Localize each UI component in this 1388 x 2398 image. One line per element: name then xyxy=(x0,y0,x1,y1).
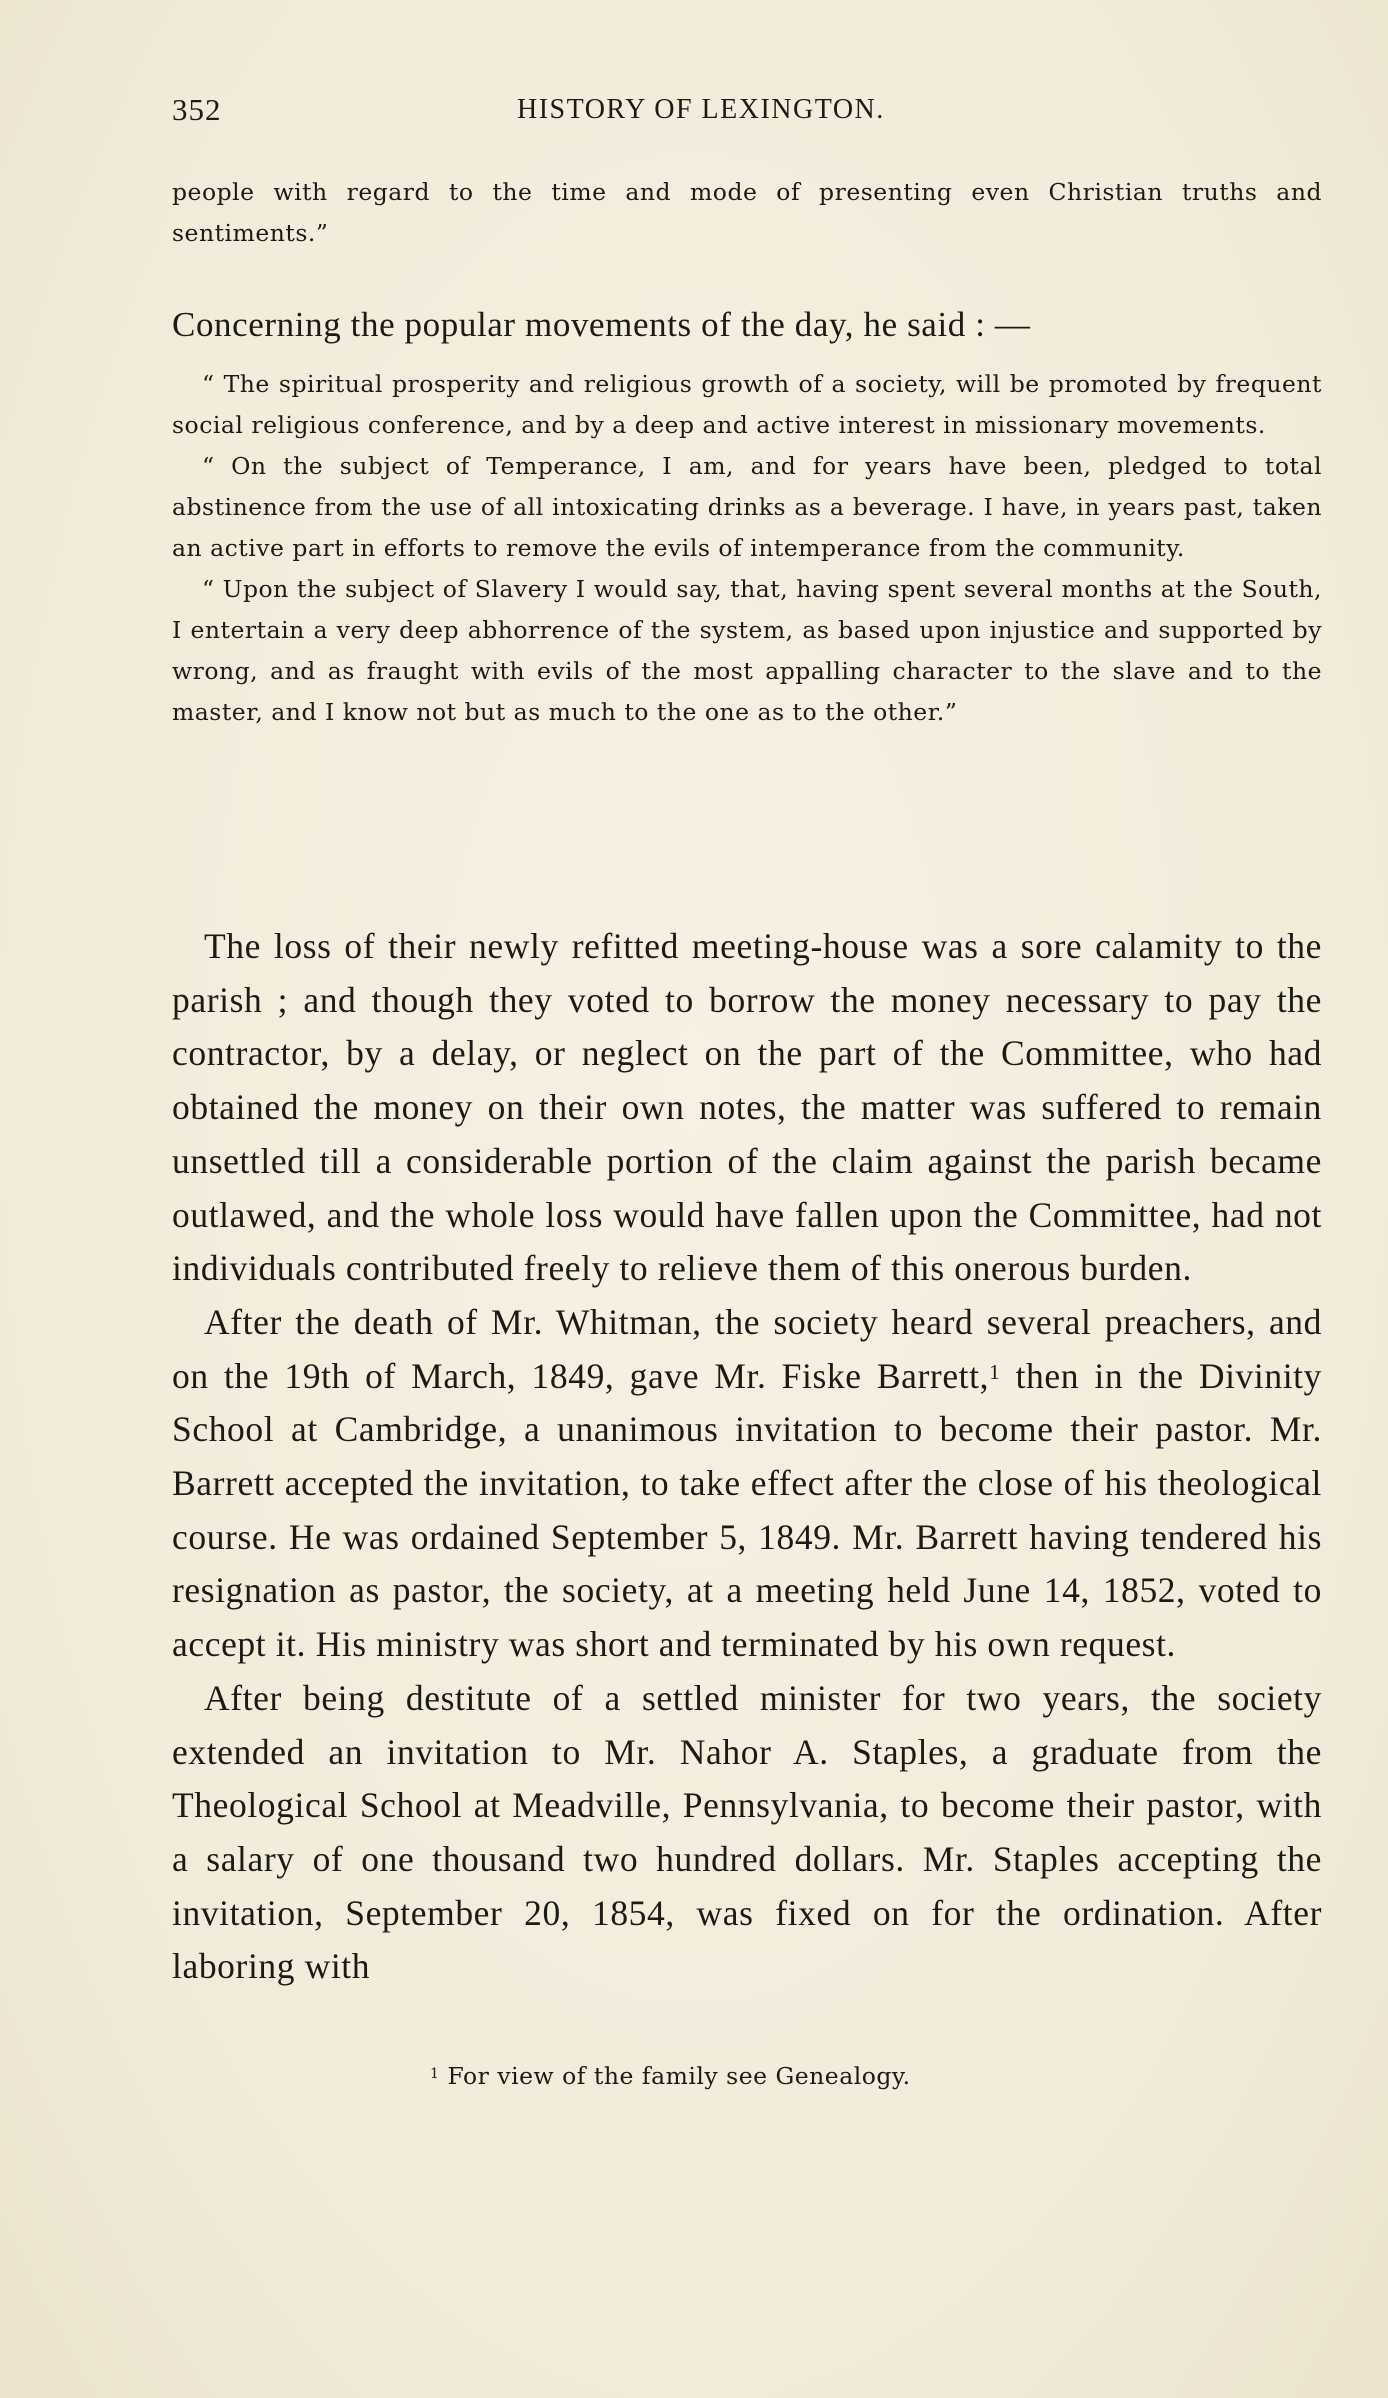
quote-tail: people with regard to the time and mode of presenting even Christian truths and sentiments.” xyxy=(172,178,1322,247)
quote-paragraph: “ The spiritual prosperity and religious growth of a society, will be promoted by frequent social religious conference, and by a deep and active interest in missionary movements. xyxy=(172,370,1322,439)
intro-line: Concerning the popular movements of the day, he said : — xyxy=(172,305,1031,344)
body-paragraph: After being destitute of a settled minister for two years, the society extended an invitation to Mr. Nahor A. Staples, a graduate from the Theological School at Meadville, Pennsylvania, to become their pastor, with a salary of one thousand two hundred dollars. Mr. Staples accepting the invitation, September 20, 1854, was fixed on for the ordination. After laboring with xyxy=(172,1677,1322,1987)
barrett-text-before: After the death of Mr. Whitman, the society heard several preachers, and on the 19th of March, 1849, gave Mr. Fiske Barrett, xyxy=(172,1301,1322,1396)
barrett-text-after: then in the Divinity School at Cambridge, a unanimous invitation to become their pastor. Mr. Barrett accepted the invitation, to take effect after the close of his theological course. He was ordained September 5, 1849. Mr. Barrett having tendered his resignation as pastor, the society, at a meeting held June 14, 1852, voted to accept it. His ministry was short and terminated by his own request. xyxy=(172,1355,1322,1665)
running-head xyxy=(172,92,1322,132)
quote-paragraph: “ Upon the subject of Slavery I would say, that, having spent several months at the South, I entertain a very deep abhorrence of the system, as based upon injustice and supported by wrong, and as fraught with evils of the most appalling character to the slave and to the master, and I know not but as much to the one as to the other.” xyxy=(172,575,1322,726)
quoted-statement xyxy=(172,364,1322,733)
running-title: HISTORY OF LEXINGTON. xyxy=(517,94,885,125)
footnote-reference: 1 xyxy=(989,1360,1001,1385)
intro-block xyxy=(172,298,1322,352)
page-number: 352 xyxy=(172,92,222,127)
body-paragraph: The loss of their newly refitted meeting-house was a sore calamity to the parish ; and though they voted to borrow the money necessary to pay the contractor, by a delay, or neglect on the part of the Committee, who had obtained the money on their own notes, the matter was suffered to remain unsettled till a considerable portion of the claim against the parish became outlawed, and the whole loss would have fallen upon the Committee, had not individuals contributed freely to relieve them of this onerous burden. xyxy=(172,926,1322,1289)
footnote-mark: 1 xyxy=(430,2066,440,2083)
body-paragraph-barrett xyxy=(172,1296,1322,1672)
quote-paragraph: “ On the subject of Temperance, I am, and for years have been, pledged to total abstinence from the use of all intoxicating drinks as a beverage. I have, in years past, taken an active part in efforts to remove the evils of intemperance from the community. xyxy=(172,452,1322,562)
main-text xyxy=(172,920,1322,2090)
footnote xyxy=(172,2062,1322,2090)
quote-continuation xyxy=(172,172,1322,254)
footnote-text: For view of the family see Genealogy. xyxy=(447,2062,911,2090)
